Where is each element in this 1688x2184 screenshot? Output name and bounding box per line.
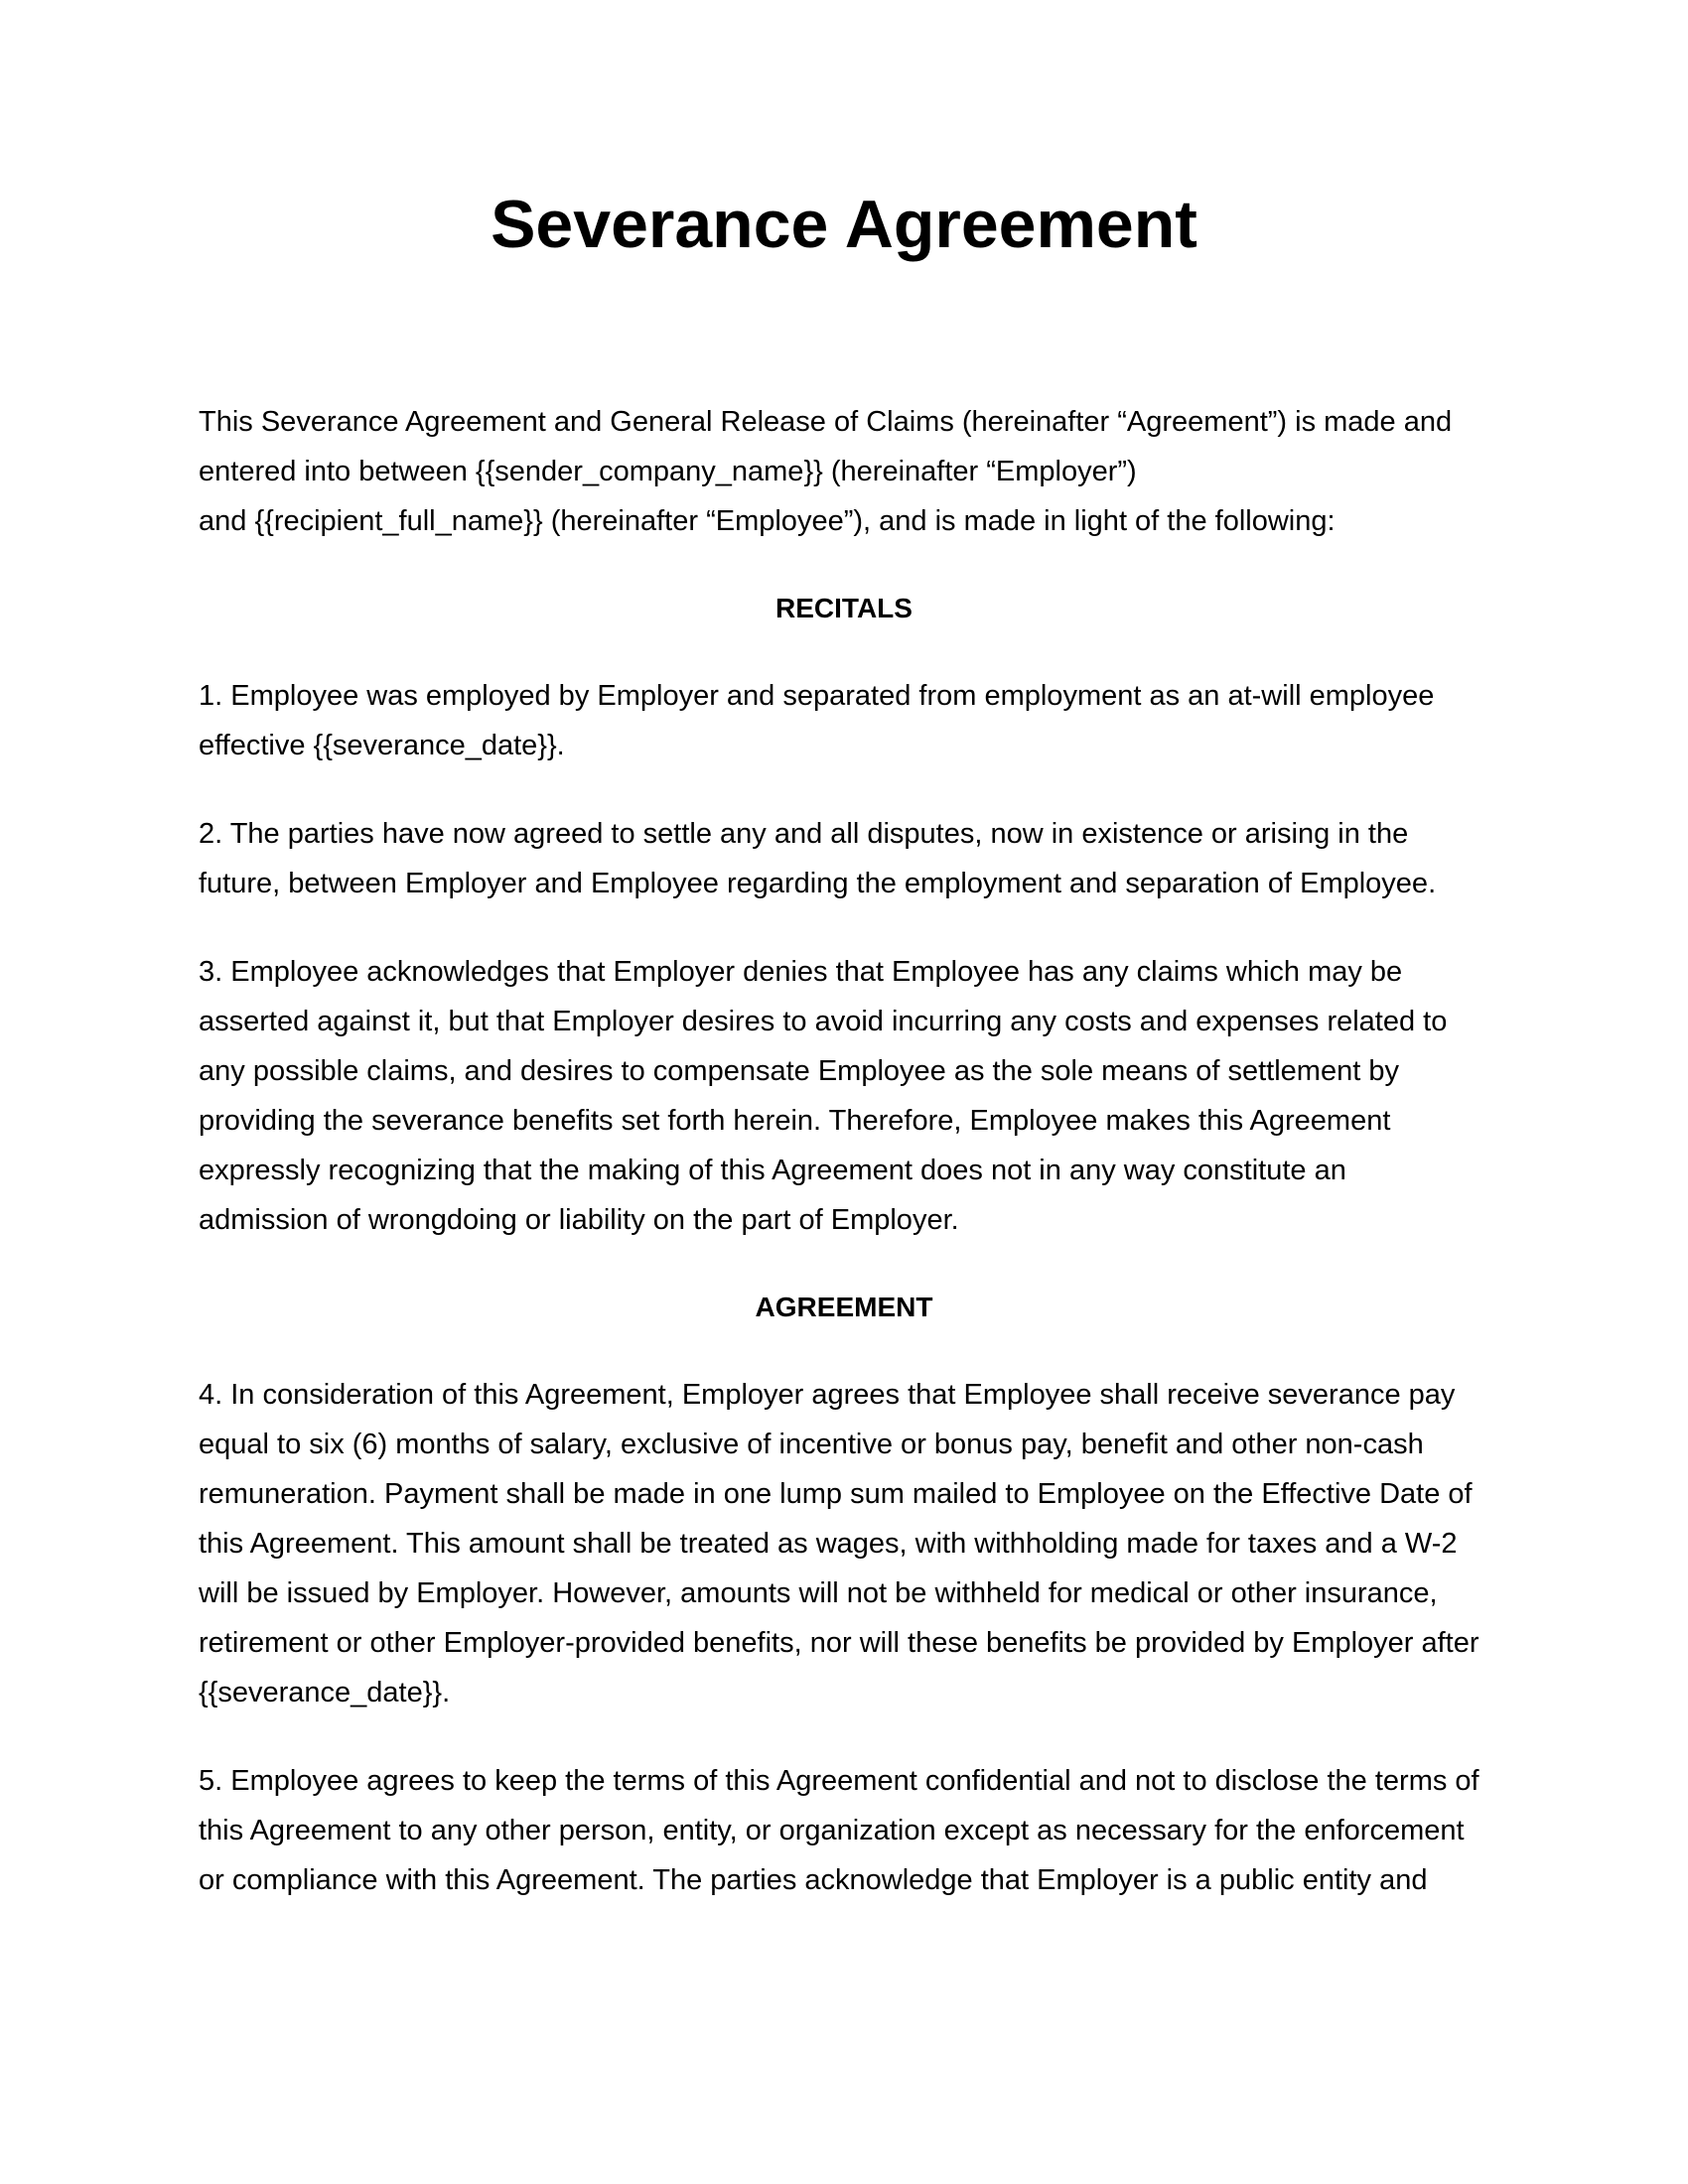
text-line: entered into between {{sender_company_name}} (hereinafter “Employer”) bbox=[199, 456, 1137, 487]
text-line: this Agreement. This amount shall be treated as wages, with withholding made for taxes and a W-2 bbox=[199, 1528, 1458, 1560]
text-line: retirement or other Employer-provided benefits, nor will these benefits be provided by Employer after bbox=[199, 1627, 1479, 1659]
text-line: expressly recognizing that the making of this Agreement does not in any way constitute an bbox=[199, 1155, 1346, 1186]
text-line: {{severance_date}}. bbox=[199, 1677, 451, 1708]
document-body bbox=[199, 397, 1499, 1905]
agreement-item-5 bbox=[199, 1756, 1499, 1905]
recital-item-2 bbox=[199, 809, 1499, 908]
agreement-heading: AGREEMENT bbox=[755, 1292, 933, 1322]
text-line: This Severance Agreement and General Release of Claims (hereinafter “Agreement”) is made and bbox=[199, 406, 1453, 438]
recital-item-1 bbox=[199, 671, 1499, 770]
text-line: effective {{severance_date}}. bbox=[199, 730, 565, 761]
text-line: admission of wrongdoing or liability on the part of Employer. bbox=[199, 1204, 959, 1236]
text-line: this Agreement to any other person, entity, or organization except as necessary for the enforcement bbox=[199, 1815, 1465, 1846]
text-line: 4. In consideration of this Agreement, Employer agrees that Employee shall receive severance pay bbox=[199, 1379, 1456, 1411]
text-line: 5. Employee agrees to keep the terms of this Agreement confidential and not to disclose the terms of bbox=[199, 1765, 1479, 1797]
text-line: will be issued by Employer. However, amounts will not be withheld for medical or other insurance, bbox=[199, 1577, 1438, 1609]
text-line: future, between Employer and Employee regarding the employment and separation of Employee. bbox=[199, 868, 1437, 899]
text-line: providing the severance benefits set forth herein. Therefore, Employee makes this Agreement bbox=[199, 1105, 1391, 1137]
agreement-item-4 bbox=[199, 1370, 1499, 1717]
intro-paragraph bbox=[199, 397, 1499, 546]
text-line: equal to six (6) months of salary, exclusive of incentive or bonus pay, benefit and other non-cash bbox=[199, 1429, 1424, 1460]
recital-item-3 bbox=[199, 947, 1499, 1245]
text-line: remuneration. Payment shall be made in one lump sum mailed to Employee on the Effective Date of bbox=[199, 1478, 1473, 1510]
document-title: Severance Agreement bbox=[491, 187, 1197, 262]
text-line: 1. Employee was employed by Employer and separated from employment as an at-will employee bbox=[199, 680, 1435, 712]
text-line: or compliance with this Agreement. The parties acknowledge that Employer is a public entity and bbox=[199, 1864, 1428, 1896]
text-line: and {{recipient_full_name}} (hereinafter “Employee”), and is made in light of the following: bbox=[199, 505, 1336, 537]
text-line: 3. Employee acknowledges that Employer denies that Employee has any claims which may be bbox=[199, 956, 1403, 988]
text-line: 2. The parties have now agreed to settle any and all disputes, now in existence or arising in the bbox=[199, 818, 1409, 850]
text-line: any possible claims, and desires to compensate Employee as the sole means of settlement by bbox=[199, 1055, 1399, 1087]
recitals-heading: RECITALS bbox=[775, 593, 913, 623]
text-line: asserted against it, but that Employer desires to avoid incurring any costs and expenses related to bbox=[199, 1006, 1448, 1037]
